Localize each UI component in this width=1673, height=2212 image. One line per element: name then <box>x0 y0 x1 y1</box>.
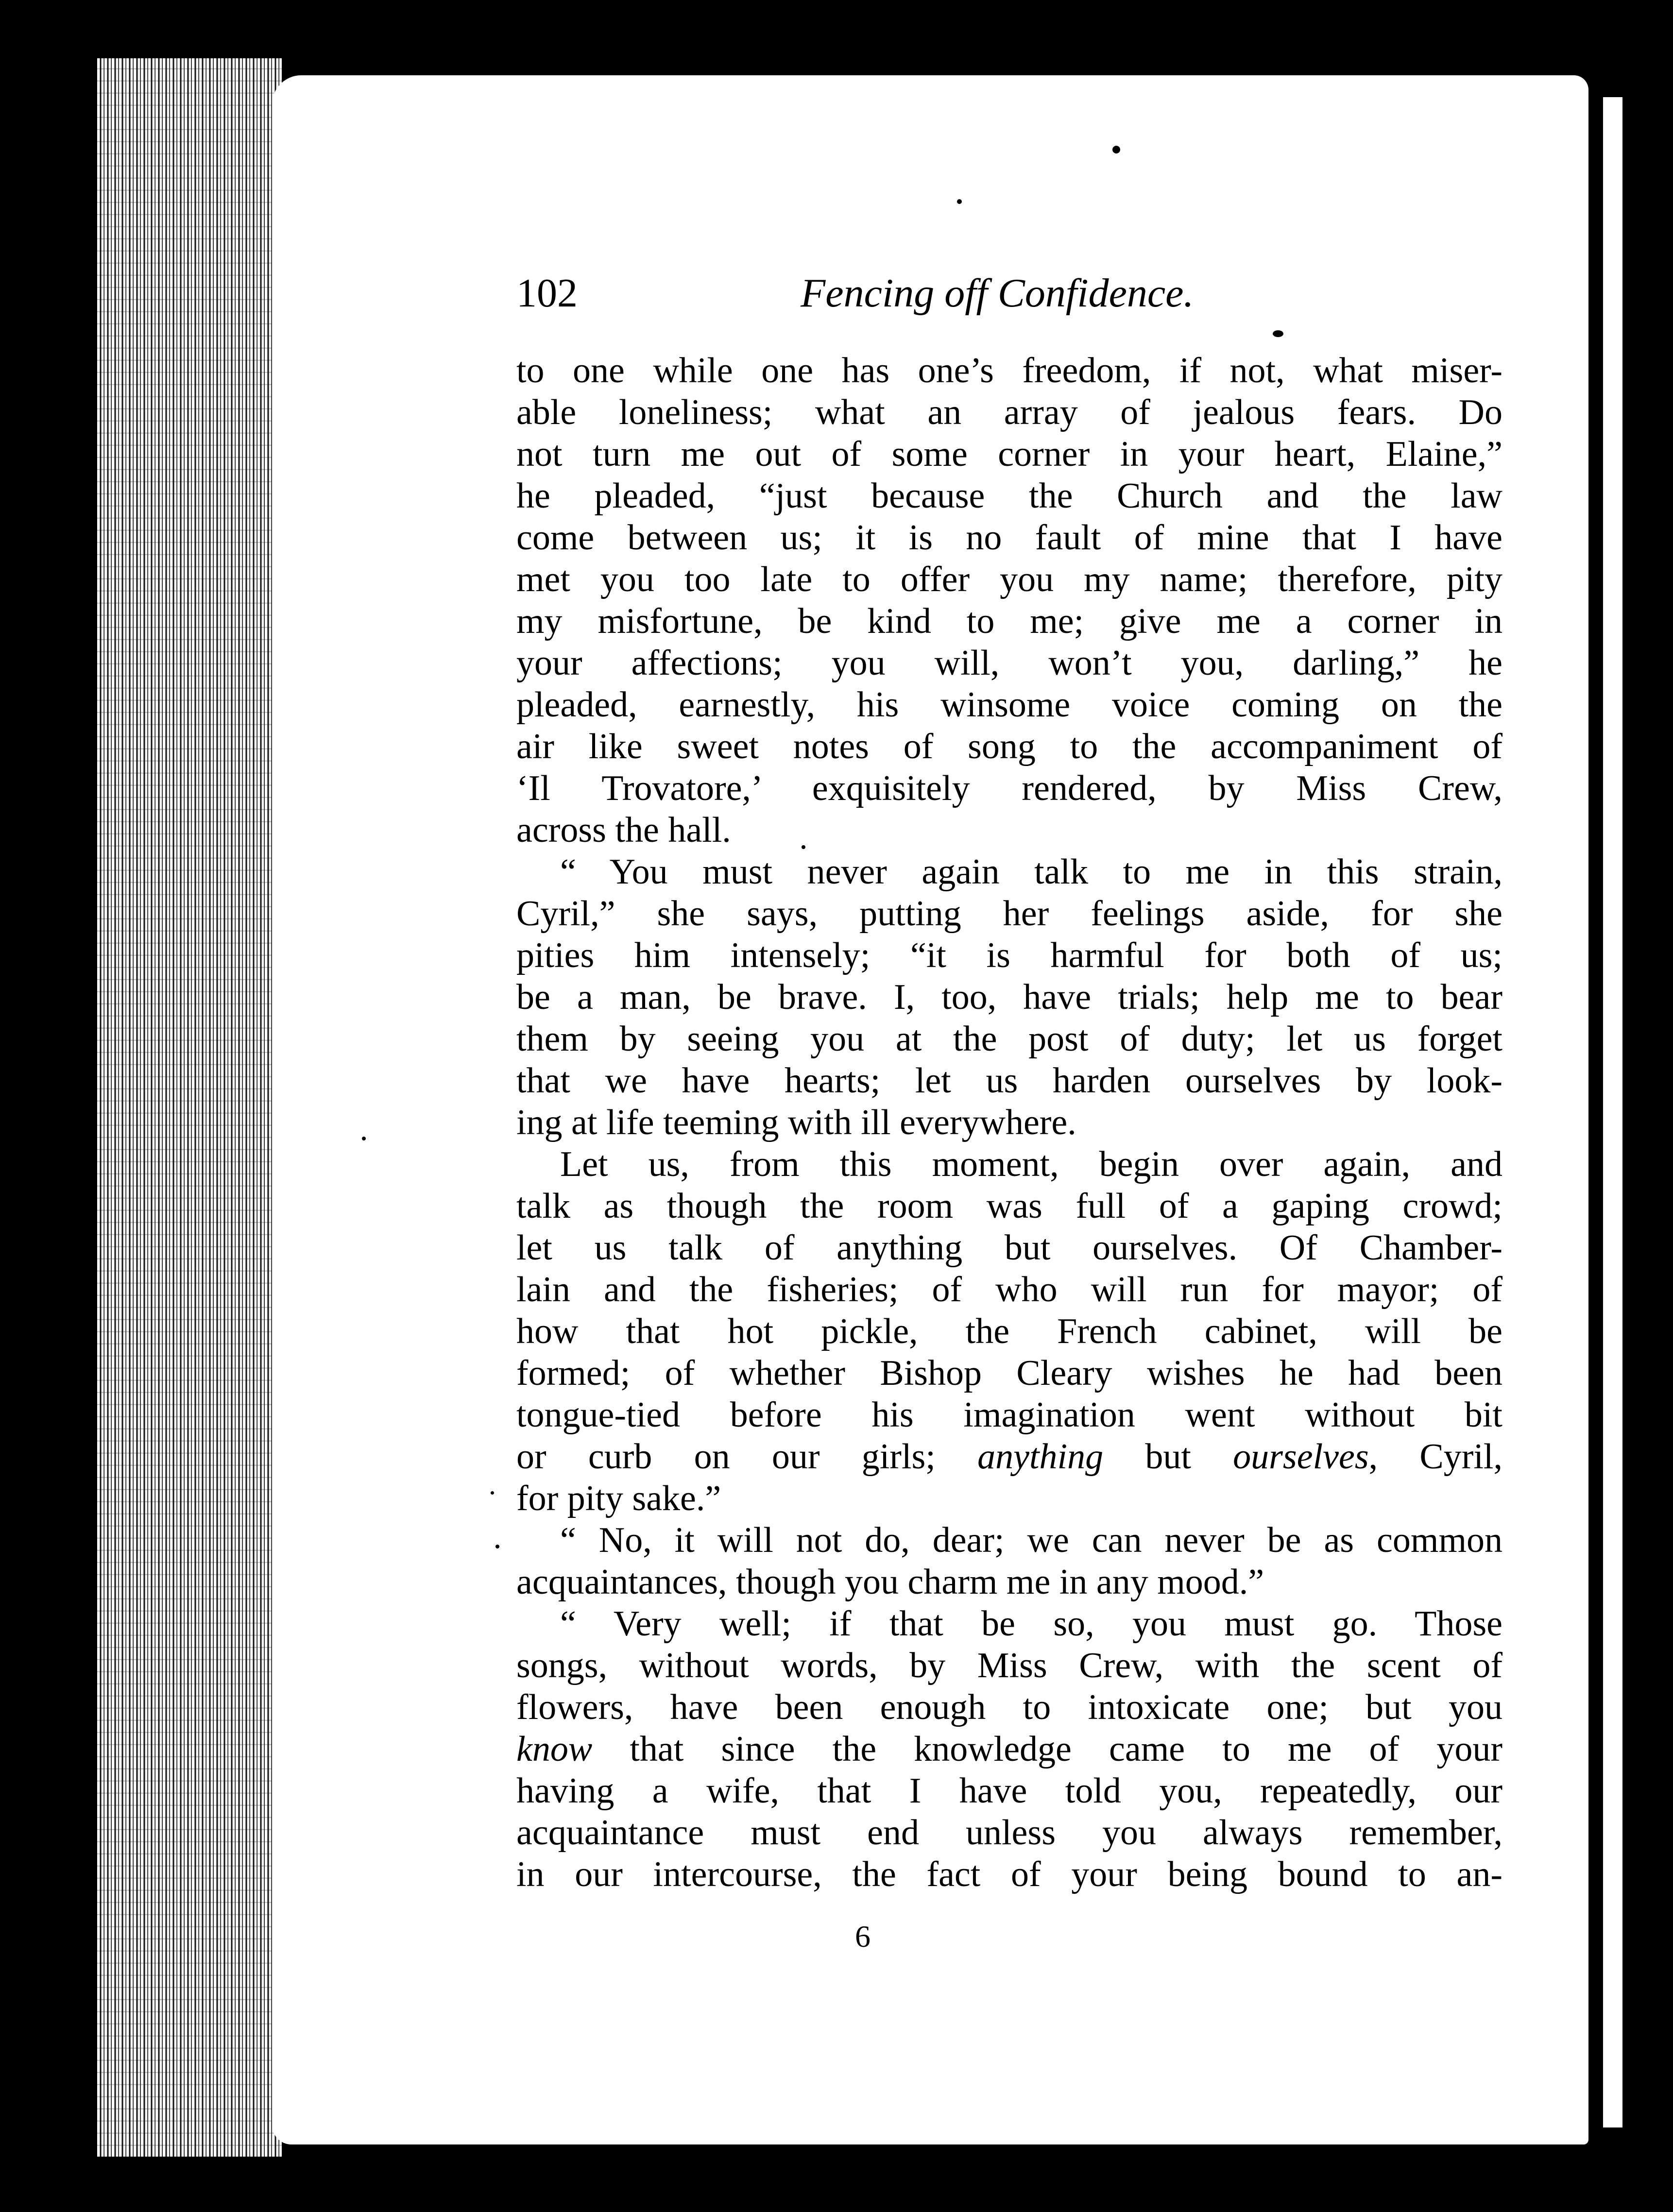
emphasis: know <box>516 1729 593 1769</box>
text-line: tongue-tied before his imagination went without bit <box>516 1395 1502 1435</box>
text-line: ing at life teeming with ill everywhere. <box>516 1103 1076 1142</box>
scan-speck <box>362 1137 366 1140</box>
scan-speck <box>802 845 805 849</box>
text-line: know that since the knowledge came to me of your <box>516 1729 1502 1769</box>
text-line: my misfortune, be kind to me; give me a corner in <box>516 601 1502 641</box>
page-number: 102 <box>516 271 578 316</box>
text-line: acquaintances, though you charm me in any mood.” <box>516 1562 1264 1602</box>
text-line: air like sweet notes of song to the accompaniment of <box>516 727 1502 766</box>
text-line: met you too late to offer you my name; therefore, pity <box>516 560 1502 599</box>
text-line: Cyril,” she says, putting her feelings aside, for she <box>516 894 1502 934</box>
text-line: acquaintance must end unless you always remember, <box>516 1813 1502 1853</box>
text-line: “ No, it will not do, dear; we can never be as common <box>560 1520 1502 1560</box>
body-text <box>516 350 1502 1895</box>
emphasis: ourselves <box>1233 1437 1369 1477</box>
text-line: pities him intensely; “it is harmful for both of us; <box>516 936 1502 975</box>
text-line: “ Very well; if that be so, you must go. Those <box>560 1604 1502 1644</box>
scan-speck <box>495 1545 499 1548</box>
text-line: “ You must never again talk to me in this strain, <box>560 852 1502 892</box>
scan-speck <box>957 199 962 204</box>
text-line: lain and the fisheries; of who will run for mayor; of <box>516 1270 1502 1310</box>
text-line: how that hot pickle, the French cabinet, will be <box>516 1311 1502 1351</box>
text-line: be a man, be brave. I, too, have trials; help me to bear <box>516 977 1502 1017</box>
text-line: having a wife, that I have told you, repeatedly, our <box>516 1771 1502 1811</box>
running-header <box>516 270 1226 323</box>
text-line: in our intercourse, the fact of your being bound to an- <box>516 1855 1502 1894</box>
text-line: songs, without words, by Miss Crew, with the scent of <box>516 1646 1502 1685</box>
text-line: to one while one has one’s freedom, if not, what miser- <box>516 351 1502 391</box>
text-line: them by seeing you at the post of duty; let us forget <box>516 1019 1502 1059</box>
text-line: ‘Il Trovatore,’ exquisitely rendered, by Miss Crew, <box>516 768 1502 808</box>
text-line: not turn me out of some corner in your heart, Elaine,” <box>516 434 1502 474</box>
text-line: across the hall. <box>516 810 731 850</box>
text-line: flowers, have been enough to intoxicate one; but you <box>516 1687 1502 1727</box>
text-line: come between us; it is no fault of mine that I have <box>516 518 1502 558</box>
text-line: talk as though the room was full of a gaping crowd; <box>516 1186 1502 1226</box>
text-line: let us talk of anything but ourselves. Of Chamber- <box>516 1228 1502 1268</box>
signature-mark: 6 <box>855 1919 871 1954</box>
running-title: Fencing off Confidence. <box>801 271 1194 316</box>
page-edges <box>97 58 282 2157</box>
scan-speck <box>1112 146 1120 153</box>
text-line: he pleaded, “just because the Church and the law <box>516 476 1502 516</box>
text-line: Let us, from this moment, begin over again, and <box>560 1144 1502 1184</box>
text-line: that we have hearts; let us harden ourselves by look- <box>516 1061 1502 1101</box>
emphasis: anything <box>977 1437 1104 1477</box>
scan-speck <box>1273 330 1283 337</box>
text-line: able loneliness; what an array of jealous fears. Do <box>516 392 1502 432</box>
text-line: your affections; you will, won’t you, darling,” he <box>516 643 1502 683</box>
text-line: formed; of whether Bishop Cleary wishes he had been <box>516 1353 1502 1393</box>
text-line: or curb on our girls; anything but ourselves, Cyril, <box>516 1437 1502 1477</box>
text-line: for pity sake.” <box>516 1479 721 1518</box>
scan-speck <box>491 1491 494 1495</box>
facing-page-edge <box>1603 97 1622 2127</box>
text-line: pleaded, earnestly, his winsome voice coming on the <box>516 685 1502 725</box>
